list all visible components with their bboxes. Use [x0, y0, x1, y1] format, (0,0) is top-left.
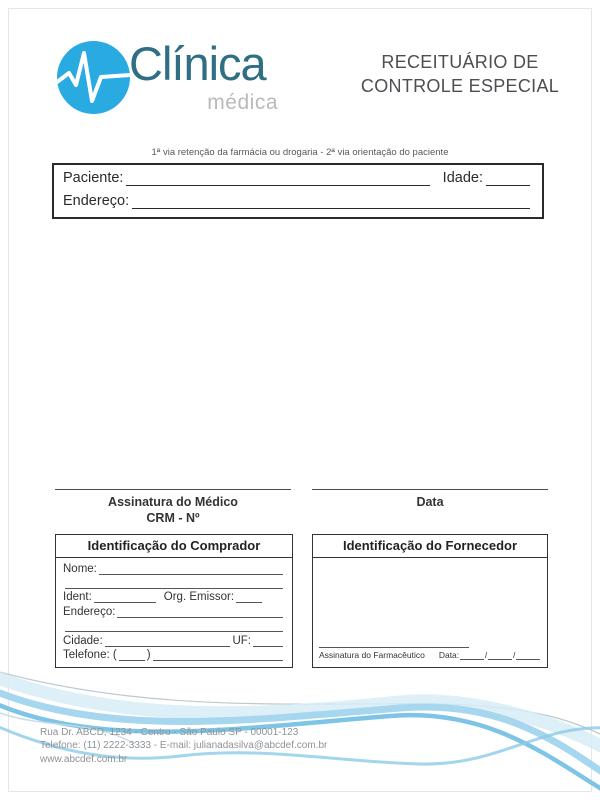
patient-box — [52, 163, 544, 219]
form-title-line2: CONTROLE ESPECIAL — [360, 76, 560, 97]
date-label: Data — [416, 495, 444, 509]
farmaceutico-signature-line — [319, 647, 469, 648]
comprador-fields — [56, 558, 292, 667]
clinic-name: Clínica — [129, 37, 266, 90]
ident-fill-line — [94, 591, 156, 604]
comprador-endereco-row — [63, 605, 285, 618]
paciente-label: Paciente: — [63, 170, 124, 187]
assinatura-medico-label: Assinatura do Médico — [108, 495, 238, 509]
footer-contact: Telefone: (11) 2222-3333 - E-mail: julianadasilva@abcdef.com.br — [40, 740, 328, 752]
telefone-label: Telefone: ( — [63, 648, 117, 661]
prescription-writing-area — [52, 225, 544, 480]
date-year-line — [516, 651, 540, 660]
fornecedor-fields — [313, 558, 547, 667]
footer-address: Rua Dr. ABCD, 1234 - Centro - São Paulo SP - 00001-123 — [40, 727, 299, 738]
footer-website: www.abcdef.com.br — [40, 753, 128, 765]
via-note: 1ª via retenção da farmácia ou drogaria - 2ª via orientação do paciente — [151, 147, 449, 158]
idade-fill-line — [486, 170, 530, 186]
telefone-fill-line — [153, 648, 283, 661]
idade-label: Idade: — [442, 170, 483, 187]
cidade-label: Cidade: — [63, 634, 103, 647]
fornecedor-title: Identificação do Fornecedor — [313, 535, 547, 558]
nome-continuation-line — [65, 576, 283, 589]
endereco-continuation-line — [65, 620, 283, 633]
cidade-fill-line — [105, 634, 231, 647]
endereco-fill-line — [132, 193, 530, 209]
footer — [40, 726, 327, 766]
nome-row — [63, 562, 285, 575]
nome-continuation-row — [63, 576, 285, 589]
uf-label: UF: — [232, 634, 251, 647]
comprador-endereco-label: Endereço: — [63, 605, 116, 618]
clinic-logo — [57, 41, 130, 114]
date-line — [312, 489, 548, 490]
patient-row — [63, 170, 533, 186]
comprador-title: Identificação do Comprador — [56, 535, 292, 558]
date-month-line — [488, 651, 512, 660]
comprador-box — [55, 534, 293, 668]
telefone-row — [63, 648, 285, 661]
form-title-line1: RECEITUÁRIO DE — [381, 52, 539, 72]
form-title — [342, 50, 578, 99]
fornecedor-data-label: Data: — [438, 650, 460, 660]
paciente-fill-line — [126, 170, 429, 186]
comprador-endereco-fill-line — [117, 605, 283, 618]
doctor-signature-label — [55, 495, 291, 526]
nome-label: Nome: — [63, 562, 97, 575]
date-block — [312, 489, 548, 511]
endereco-label: Endereço: — [63, 193, 130, 209]
org-emissor-label: Org. Emissor: — [163, 591, 235, 604]
org-emissor-fill-line — [236, 591, 262, 604]
endereco-continuation-row — [63, 620, 285, 633]
address-row — [63, 193, 533, 209]
nome-fill-line — [99, 562, 283, 575]
ddd-fill-line — [119, 648, 145, 661]
date-sep-2: / — [512, 650, 516, 660]
date-day-line — [460, 651, 484, 660]
doctor-signature-block — [55, 489, 291, 526]
telefone-close-paren: ) — [146, 648, 151, 661]
farmaceutico-label: Assinatura do Farmacêutico — [319, 650, 425, 660]
farmaceutico-row — [319, 650, 541, 660]
cidade-row — [63, 634, 285, 647]
date-sep-1: / — [484, 650, 488, 660]
clinic-subtitle: médica — [207, 91, 278, 114]
uf-fill-line — [253, 634, 283, 647]
crm-label: CRM - Nº — [146, 510, 200, 525]
doctor-signature-line — [55, 489, 291, 490]
ident-label: Ident: — [63, 591, 92, 604]
ident-row — [63, 591, 285, 604]
fornecedor-box — [312, 534, 548, 668]
